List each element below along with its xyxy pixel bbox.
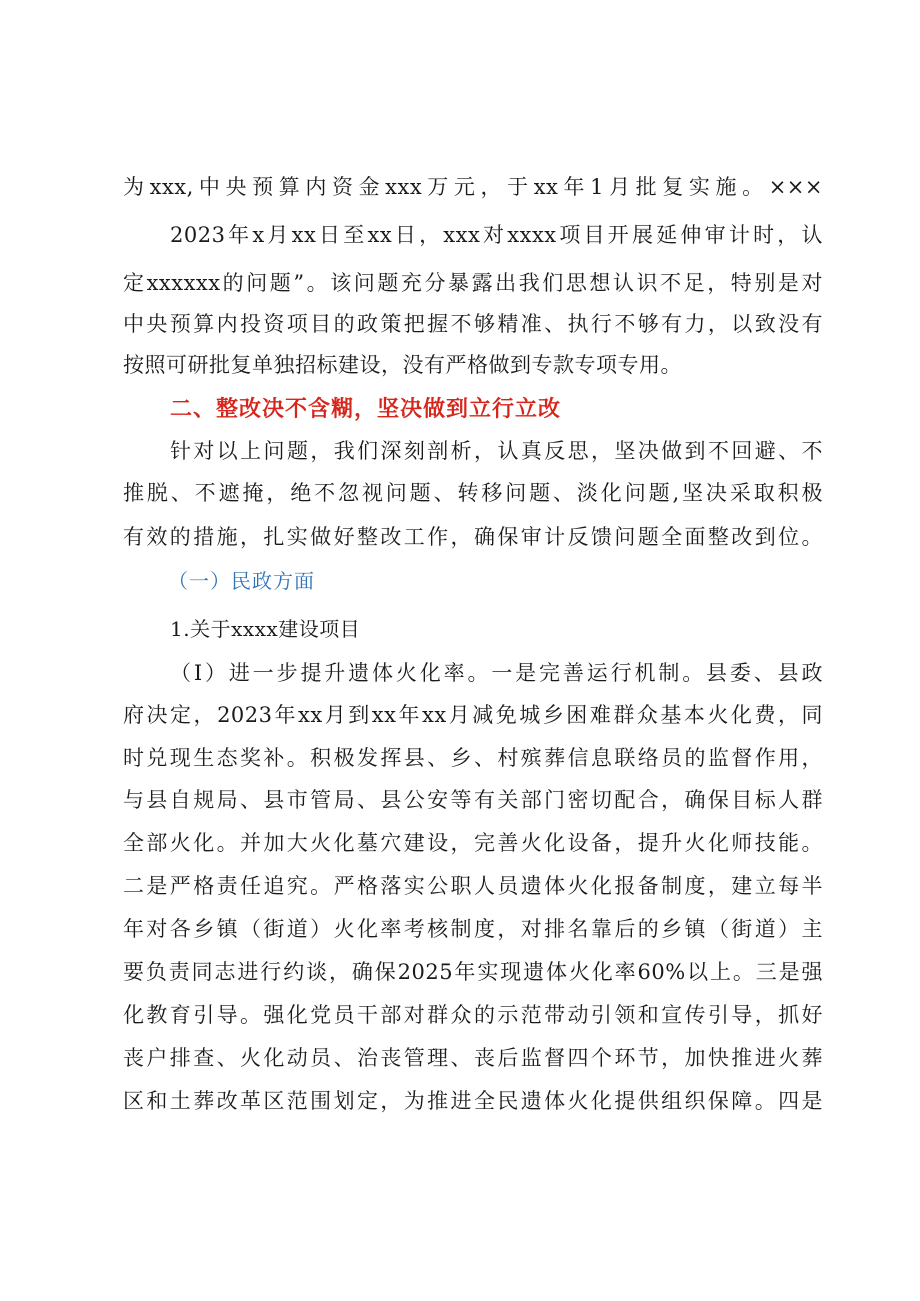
body-line-11: 区和土葬改革区范围划定，为推进全民遗体火化提供组织保障。四是 <box>123 1089 823 1113</box>
intro-line-2: 2023年x月xx日至xx日，xxx对xxxx项目开展延伸审计时，认 <box>170 223 823 247</box>
subsection-heading-civil-affairs: （一）民政方面 <box>168 569 315 593</box>
body-line-7: 年对各乡镇（街道）火化率考核制度，对排名靠后的乡镇（街道）主 <box>123 917 823 941</box>
body-line-10: 丧户排查、火化动员、治丧管理、丧后监督四个环节，加快推进火葬 <box>123 1046 823 1070</box>
intro-line-5: 按照可研批复单独招标建设，没有严格做到专款专项专用。 <box>123 353 682 377</box>
body-line-5: 全部火化。并加大火化墓穴建设，完善火化设备，提升火化师技能。 <box>123 831 823 855</box>
intro-line-3: 定xxxxxx的问题”。该问题充分暴露出我们思想认识不足，特别是对 <box>123 271 823 295</box>
section-heading-rectification: 二、整改决不含糊，坚决做到立行立改 <box>170 396 562 422</box>
body-line-3: 时兑现生态奖补。积极发挥县、乡、村殡葬信息联络员的监督作用， <box>123 746 823 770</box>
section2-line-2: 推脱、不遮掩，绝不忽视问题、转移问题、淡化问题,坚决采取积极 <box>123 481 823 505</box>
body-line-4: 与县自规局、县市管局、县公安等有关部门密切配合，确保目标人群 <box>123 788 823 812</box>
intro-line-4: 中央预算内投资项目的政策把握不够精准、执行不够有力，以致没有 <box>123 312 823 336</box>
body-line-6: 二是严格责任追究。严格落实公职人员遗体火化报备制度，建立每半 <box>123 874 823 898</box>
item-heading-project: 1.关于xxxx建设项目 <box>170 617 361 641</box>
body-line-2: 府决定，2023年xx月到xx年xx月减免城乡困难群众基本火化费，同 <box>123 703 823 727</box>
section2-line-1: 针对以上问题，我们深刻剖析，认真反思，坚决做到不回避、不 <box>170 439 823 463</box>
body-line-8: 要负责同志进行约谈，确保2025年实现遗体火化率60%以上。三是强 <box>123 960 823 984</box>
section2-line-3: 有效的措施，扎实做好整改工作，确保审计反馈问题全面整改到位。 <box>123 525 823 549</box>
body-line-1: （I）进一步提升遗体火化率。一是完善运行机制。县委、县政 <box>170 661 823 685</box>
intro-line-1: 为xxx,中央预算内资金xxx万元，于xx年1月批复实施。××× <box>123 175 823 199</box>
body-line-9: 化教育引导。强化党员干部对群众的示范带动引领和宣传引导，抓好 <box>123 1003 823 1027</box>
